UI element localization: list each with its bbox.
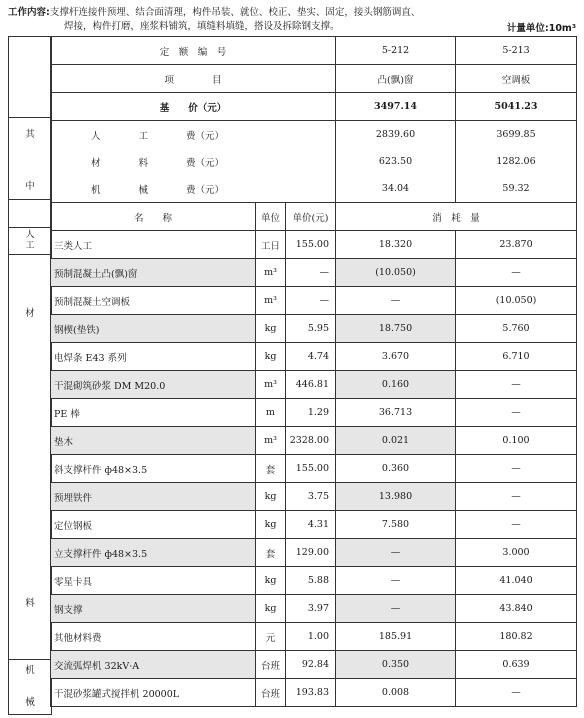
col-header-name: 名 称 xyxy=(51,203,256,231)
table-row xyxy=(51,595,577,623)
material-cost-label: 材 料 费（元） xyxy=(51,148,336,175)
side-material xyxy=(8,254,52,660)
row-price: 5.95 xyxy=(286,315,336,343)
side-blank-header xyxy=(8,199,52,228)
base-price-label: 基 价（元） xyxy=(51,93,336,121)
row-price: 3.75 xyxy=(286,483,336,511)
row-price: 129.00 xyxy=(286,539,336,567)
row-name: 其他材料费 xyxy=(51,623,256,651)
row-consumption-2: — xyxy=(456,679,577,707)
row-consumption-2: — xyxy=(456,259,577,287)
side-material-1: 材 xyxy=(25,308,35,319)
row-consumption-2: (10.050) xyxy=(456,287,577,315)
table-row xyxy=(51,399,577,427)
side-labor xyxy=(8,227,52,255)
row-consumption-1: (10.050) xyxy=(336,259,456,287)
row-unit: m³ xyxy=(256,287,286,315)
row-consumption-1: 36.713 xyxy=(336,399,456,427)
row-unit: 工日 xyxy=(256,231,286,259)
row-consumption-1: 3.670 xyxy=(336,343,456,371)
row-consumption-2: — xyxy=(456,371,577,399)
side-labor-label: 人工 xyxy=(25,230,35,251)
row-unit: 元 xyxy=(256,623,286,651)
work-content xyxy=(8,6,578,34)
row-consumption-2: 3.000 xyxy=(456,539,577,567)
row-price: 155.00 xyxy=(286,231,336,259)
row-consumption-1: — xyxy=(336,287,456,315)
row-consumption-1: — xyxy=(336,567,456,595)
row-consumption-2: — xyxy=(456,455,577,483)
machine-cost-label: 机 械 费（元） xyxy=(51,175,336,203)
item-name-1: 凸(飘)窗 xyxy=(336,65,456,93)
row-price: 3.97 xyxy=(286,595,336,623)
table-row xyxy=(51,483,577,511)
row-unit: 台班 xyxy=(256,679,286,707)
machine-cost-2: 59.32 xyxy=(456,175,577,203)
row-price: 92.84 xyxy=(286,651,336,679)
row-unit: m³ xyxy=(256,427,286,455)
quota-code-1: 5-212 xyxy=(336,37,456,65)
row-unit: m³ xyxy=(256,371,286,399)
row-name: 垫木 xyxy=(51,427,256,455)
table-row xyxy=(51,315,577,343)
labor-cost-2: 3699.85 xyxy=(456,121,577,149)
row-price: 5.88 xyxy=(286,567,336,595)
table-row xyxy=(51,651,577,679)
row-consumption-1: 0.360 xyxy=(336,455,456,483)
row-name: 定位钢板 xyxy=(51,511,256,539)
row-unit: m³ xyxy=(256,259,286,287)
row-consumption-2: 5.760 xyxy=(456,315,577,343)
row-price: 1.29 xyxy=(286,399,336,427)
row-unit: 套 xyxy=(256,455,286,483)
row-unit: kg xyxy=(256,343,286,371)
row-price: 193.83 xyxy=(286,679,336,707)
row-unit: kg xyxy=(256,567,286,595)
row-name: 干混砌筑砂浆 DM M20.0 xyxy=(51,371,256,399)
row-unit: kg xyxy=(256,483,286,511)
row-consumption-2: 180.82 xyxy=(456,623,577,651)
row-unit: 台班 xyxy=(256,651,286,679)
base-price-1: 3497.14 xyxy=(336,93,456,121)
table-row xyxy=(51,567,577,595)
table-row xyxy=(51,427,577,455)
row-consumption-2: 0.639 xyxy=(456,651,577,679)
table-row xyxy=(51,623,577,651)
row-name: 斜支撑杆件 ф48×3.5 xyxy=(51,455,256,483)
row-name: 交流弧焊机 32kV·A xyxy=(51,651,256,679)
row-consumption-1: — xyxy=(336,595,456,623)
table-row xyxy=(51,231,577,259)
row-price: 2328.00 xyxy=(286,427,336,455)
row-name: PE 棒 xyxy=(51,399,256,427)
row-consumption-1: — xyxy=(336,539,456,567)
row-consumption-2: 0.100 xyxy=(456,427,577,455)
row-price: 4.31 xyxy=(286,511,336,539)
work-content-label: 工作内容: xyxy=(8,7,50,18)
row-consumption-2: — xyxy=(456,483,577,511)
table-row xyxy=(51,259,577,287)
row-unit: 套 xyxy=(256,539,286,567)
side-machine-1: 机 xyxy=(25,665,35,676)
col-header-price: 单价(元) xyxy=(286,203,336,231)
row-consumption-1: 13.980 xyxy=(336,483,456,511)
table-row xyxy=(51,287,577,315)
row-consumption-1: 185.91 xyxy=(336,623,456,651)
table-row xyxy=(51,511,577,539)
row-price: 1.00 xyxy=(286,623,336,651)
row-consumption-1: 0.008 xyxy=(336,679,456,707)
row-name: 钢楔(垫铁) xyxy=(51,315,256,343)
table-row xyxy=(51,371,577,399)
row-unit: kg xyxy=(256,595,286,623)
col-header-unit: 单位 xyxy=(256,203,286,231)
row-consumption-1: 18.320 xyxy=(336,231,456,259)
row-price: — xyxy=(286,287,336,315)
row-name: 零星卡具 xyxy=(51,567,256,595)
row-consumption-2: 41.040 xyxy=(456,567,577,595)
row-price: — xyxy=(286,259,336,287)
row-unit: m xyxy=(256,399,286,427)
row-consumption-1: 7.580 xyxy=(336,511,456,539)
side-material-2: 料 xyxy=(25,598,35,609)
item-label: 项 目 xyxy=(51,65,336,93)
row-consumption-2: 43.840 xyxy=(456,595,577,623)
side-blank-top xyxy=(8,36,52,118)
row-name: 预埋铁件 xyxy=(51,483,256,511)
measurement-unit: 计量单位:10m³ xyxy=(506,23,576,34)
row-name: 预制混凝土凸(飘)窗 xyxy=(51,259,256,287)
row-name: 预制混凝土空调板 xyxy=(51,287,256,315)
row-name: 电焊条 E43 系列 xyxy=(51,343,256,371)
work-content-line1: 支撑杆连接件预埋、结合面清理，构件吊装、就位、校正、垫实、固定，接头钢筋调直、 xyxy=(49,7,421,18)
row-consumption-2: 23.870 xyxy=(456,231,577,259)
side-qi: 其 xyxy=(25,129,35,140)
table-row xyxy=(51,343,577,371)
row-price: 446.81 xyxy=(286,371,336,399)
material-cost-1: 623.50 xyxy=(336,148,456,175)
row-consumption-2: — xyxy=(456,399,577,427)
row-name: 钢支撑 xyxy=(51,595,256,623)
row-consumption-2: 6.710 xyxy=(456,343,577,371)
quota-table xyxy=(50,36,577,707)
side-zhong: 中 xyxy=(25,181,35,192)
work-content-line2: 焊接，构件打磨，座浆料铺筑，填缝料填缝，搭设及拆除钢支撑。 xyxy=(64,21,340,32)
row-name: 立支撑杆件 ф48×3.5 xyxy=(51,539,256,567)
item-name-2: 空调板 xyxy=(456,65,577,93)
side-machine xyxy=(8,659,52,715)
base-price-2: 5041.23 xyxy=(456,93,577,121)
side-cost-group xyxy=(8,117,52,200)
labor-cost-label: 人 工 费（元） xyxy=(51,121,336,149)
row-name: 干混砂浆罐式搅拌机 20000L xyxy=(51,679,256,707)
row-price: 155.00 xyxy=(286,455,336,483)
row-unit: kg xyxy=(256,315,286,343)
material-cost-2: 1282.06 xyxy=(456,148,577,175)
labor-cost-1: 2839.60 xyxy=(336,121,456,149)
row-consumption-1: 18.750 xyxy=(336,315,456,343)
machine-cost-1: 34.04 xyxy=(336,175,456,203)
table-row xyxy=(51,679,577,707)
quota-code-label: 定 额 编 号 xyxy=(51,37,336,65)
row-price: 4.74 xyxy=(286,343,336,371)
row-name: 三类人工 xyxy=(51,231,256,259)
row-unit: kg xyxy=(256,511,286,539)
row-consumption-1: 0.021 xyxy=(336,427,456,455)
quota-code-2: 5-213 xyxy=(456,37,577,65)
row-consumption-2: — xyxy=(456,511,577,539)
table-row xyxy=(51,539,577,567)
row-consumption-1: 0.160 xyxy=(336,371,456,399)
table-row xyxy=(51,455,577,483)
col-header-consumption: 消 耗 量 xyxy=(336,203,577,231)
side-machine-2: 械 xyxy=(25,697,35,708)
row-consumption-1: 0.350 xyxy=(336,651,456,679)
